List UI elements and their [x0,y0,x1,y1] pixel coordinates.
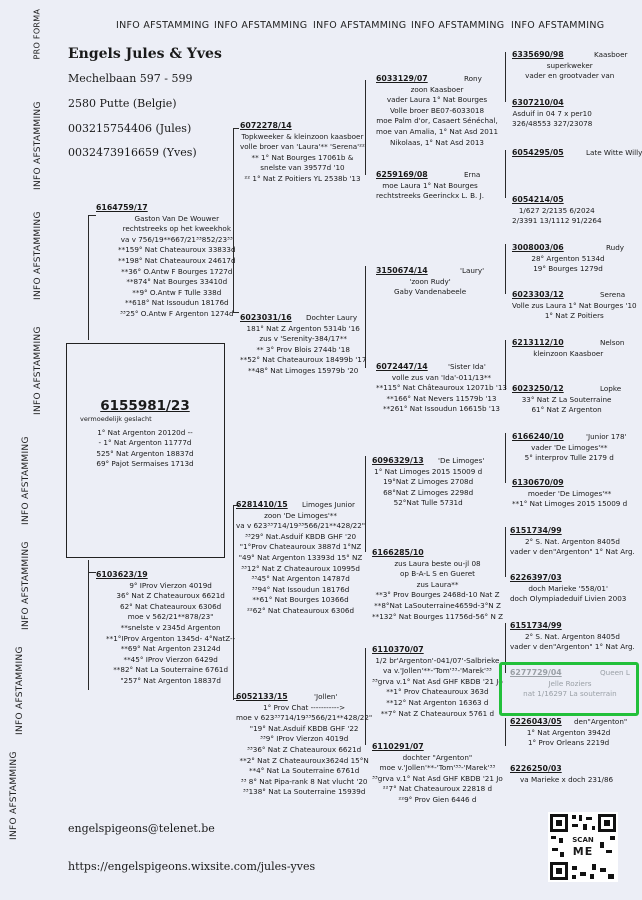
bird-info-line: ³³138° Nat La Souterraine 15939d [242,787,366,797]
bird-info-line: Limoges Junior [301,500,355,509]
bird-info-line: Erna [463,170,481,179]
bird-info-line: ³³29° Nat.Asduif KBDB GHF '20 [244,531,357,541]
pedigree-bird[interactable] [510,573,626,605]
pedigree-bird-selected[interactable] [510,668,630,700]
pedigree-bird[interactable] [376,266,484,298]
bird-info-line: **1° Prov Chateauroux 363d [386,687,489,697]
owner-phone-yves: 0032473916659 (Yves) [68,146,197,159]
bird-info-line: 'Laury' [459,266,485,275]
bird-info-line: 28° Argenton 5134d [531,253,605,263]
bird-info-line: moe Palm d'or, Casaert Sénéchal, [376,116,498,126]
bird-info-line: Volle broer BE07-6033018 [389,105,485,115]
bird-info-line: 'Junior 178' [585,432,627,441]
main-bird-ring: 6155981/23 [100,398,190,414]
bird-ring: 6054295/05 [512,148,564,157]
bird-info-line: **82° Nat La Souterraine 6761d [113,665,229,675]
bird-info-line: Asduif in 04 7 x per10 [512,108,592,118]
bird-ring: 6307210/04 [512,98,564,107]
bird-info-line: 2° S. Nat. Argenton 8405d [524,631,620,641]
bird-info-line: zoon 'De Limoges'** [264,510,337,520]
bird-info-line: ³³9° IProv Vierzon 4019d [259,734,349,744]
pedigree-bird[interactable] [512,384,621,416]
bird-info-line: "1°Prov Chateauroux 3887d 1°NZ [239,542,362,552]
bird-info-line: Rudy [605,243,625,252]
pedigree-bird[interactable] [512,290,637,322]
bird-ring: 3150674/14 [376,266,428,275]
bird-ring: 6130670/09 [512,478,564,487]
bird-info-line: 36° Nat Z Chateauroux 6621d [116,591,225,601]
header-tab[interactable]: INFO AFSTAMMING [313,20,407,31]
side-tab[interactable]: INFO AFSTAMMING [33,326,43,415]
bird-ring: 6023031/16 [240,313,292,322]
bird-info-line: ²²7° Nat Chateauroux 22818 d [382,784,493,794]
bird-info-line: 19° Bourges 1279d [533,264,603,274]
bird-ring: 6054214/05 [512,195,564,204]
bird-info-line: **52° Nat Chateauroux 18499b '17 [240,355,367,365]
bird-info-line: superkweker [546,60,593,70]
bird-info-line: Kaasboer [593,50,628,59]
bird-info-line: **69° Nat Argenton 23124d [120,644,221,654]
bird-info-line: moe v 562/21**878/23" [127,612,214,622]
bird-info-line: **2° Nat Z Chateauroux3624d 15°N [239,755,369,765]
bird-info-line: 52°Nat Tulle 5731d [393,498,463,508]
bird-ring: 6033129/07 [376,74,428,83]
bird-info-line: vader Laura 1° Nat Bourges [386,95,488,105]
bird-ring: 6151734/99 [510,526,562,535]
bird-info-line: **1° Nat Limoges 2015 15009 d [512,499,628,509]
bird-info-line: **snelste v 2345d Argenton [120,622,221,632]
header-tab[interactable]: INFO AFSTAMMING [411,20,505,31]
bird-info-line: ³³grva v.1° Nat Asd GHF KBDB '21 Jo [372,773,503,783]
pedigree-bird[interactable] [510,621,635,653]
bird-ring: 6335690/98 [512,50,564,59]
bird-info-line: ²²62° Nat Chateauroux 6306d [247,605,355,615]
bird-ring: 6023250/12 [512,384,564,393]
bird-ring: 6166240/10 [512,432,564,441]
bird-info-line: Nelson [599,338,625,347]
pedigree-bird[interactable] [240,313,366,377]
pedigree-bird[interactable] [512,148,642,159]
bird-info-line: rechtstreeks Geerinckx L. B. J. [376,191,484,201]
pedigree-bird[interactable] [510,526,635,558]
bird-info-line: 'Jollen' [313,692,338,701]
bird-info-line: ²²9° Prov Gien 6446 d [398,794,477,804]
bird-info-line: va v 623³³714/19³³566/21**428/22" [236,521,366,531]
bird-info-line: Queen L [599,668,630,677]
main-bird-result: 525° Nat Argenton 18837d [96,448,194,458]
bird-info-line: doch Olympiadeduif Livien 2003 [510,594,627,604]
bird-info-line: **61° Nat Bourges 10366d [252,595,349,605]
bird-info-line: volle broer van 'Laura'** 'Serena'²² [240,142,365,152]
bird-info-line: **261° Nat Issoudun 16615b '13 [382,404,500,414]
bird-info-line: Rony [463,74,482,83]
bird-info-line: nat 1/16297 La souterrain [523,689,617,699]
pedigree-bird[interactable] [372,742,503,806]
pedigree-bird[interactable] [240,121,365,185]
pedigree-bird[interactable] [376,362,507,415]
bird-info-line: zus v 'Serenity-384/17** [259,334,348,344]
bird-ring: 6110370/07 [372,645,424,654]
bird-info-line: "19° Nat.Asduif KBDB GHF '22 [249,723,359,733]
owner-street: Mechelbaan 597 - 599 [68,72,193,85]
bird-info-line: Lopke [599,384,622,393]
bird-info-line: 'zoon Rudy' [409,276,451,286]
side-tab[interactable]: INFO AFSTAMMING [15,646,25,735]
bird-info-line: **874° Nat Bourges 33410d [126,277,228,287]
bird-info-line: ** 3° Prov Blois 2744b '18 [256,344,350,354]
bird-info-line: va v.'Jollen'**-'Tom'³³-'Marek'³³ [383,666,492,676]
bird-info-line: moe Laura 1° Nat Bourges [382,180,478,190]
bird-info-line: 61° Nat Z Argenton [531,405,602,415]
bird-info-line: 9° IProv Vierzon 4019d [129,580,212,590]
bird-info-line: Gaby Vandenabeele [393,287,467,297]
bird-info-line: **198° Nat Chateauroux 24617d [118,255,236,265]
bird-info-line: **45° IProv Vierzon 6429d [123,654,218,664]
bird-ring: 6259169/08 [376,170,428,179]
bird-ring: 6072278/14 [240,121,292,130]
bird-ring: 6096329/13 [372,456,424,465]
bird-info-line: va Marieke x doch 231/86 [520,774,614,784]
bird-info-line: **166° Nat Nevers 11579b '13 [386,393,497,403]
bird-info-line: kleinzoon Kaasboer [533,348,604,358]
bird-info-line: **159° Nat Chateauroux 33833d [118,245,236,255]
bird-info-line: Dochter Laury [305,313,358,322]
bird-info-line: ³³36° Nat Z Chateauroux 6621d [247,744,362,754]
side-tab[interactable]: INFO AFSTAMMING [33,101,43,190]
main-bird-result: 1° Nat Argenton 20120d -- [97,427,193,437]
bird-info-line: 19°Nat Z Limoges 2708d [383,477,474,487]
bird-info-line: ** 1° Nat Bourges 17061b & [251,152,354,162]
bird-ring: 6151734/99 [510,621,562,630]
bird-info-line: vader v den"Argenton" 1° Nat Arg. [510,547,635,557]
header-tab[interactable]: INFO AFSTAMMING [511,20,605,31]
bird-info-line: zoon Kaasboer [410,84,464,94]
bird-info-line: **115° Nat Châteauroux 12071b '13 [376,383,507,393]
pedigree-bird-sire[interactable] [96,203,236,320]
bird-info-line: va v 756/19**667/21³³852/23³³ [120,234,233,244]
pedigree-bird[interactable] [510,764,613,785]
bird-info-line: Nikolaas, 1° Nat Asd 2013 [390,137,484,147]
pro-forma-label: PRO FORMA [32,8,42,60]
bird-info-line: **12° Nat Argenton 16363 d [386,697,489,707]
bird-info-line: rechtstreeks op het kweekhok [122,224,231,234]
bird-info-line: 33° Nat Z La Souterraine [521,394,612,404]
bird-info-line: **48° Nat Limoges 15979b '20 [248,365,359,375]
bird-info-line: Topkweeker & kleinzoon kaasboer [241,131,364,141]
owner-phone-jules: 003215754406 (Jules) [68,122,192,135]
bird-info-line: 326/48553 327/23078 [512,119,593,129]
pedigree-bird[interactable] [512,338,624,359]
header-tab[interactable]: INFO AFSTAMMING [116,20,210,31]
bird-info-line: moeder 'De Limoges'** [527,488,612,498]
pedigree-bird[interactable] [512,50,627,82]
bird-info-line: 'Sister Ida' [447,362,486,371]
bird-ring: 6277729/04 [510,668,562,677]
bird-info-line: volle zus van 'Ida'-011/13** [391,372,492,382]
bird-ring: 6226250/03 [510,764,562,773]
bird-ring: 6213112/10 [512,338,564,347]
bird-info-line: Late Witte Willy [585,148,642,157]
bird-info-line: vader 'De Limoges'** [531,442,608,452]
pedigree-bird[interactable] [510,717,627,749]
owner-email[interactable]: engelspigeons@telenet.be [68,822,215,835]
bird-ring: 6110291/07 [372,742,424,751]
bird-info-line: ³³45° Nat Argenton 14787d [251,574,350,584]
side-tab[interactable]: INFO AFSTAMMING [9,751,19,840]
bird-info-line: Jelle Roziers [548,678,592,688]
bird-info-line: vader v den"Argenton" 1° Nat Arg. [510,642,635,652]
pedigree-bird[interactable] [372,456,484,509]
bird-info-line: 2° S. Nat. Argenton 8405d [524,536,620,546]
main-bird-result: 69° Pajot Sermaises 1713d [96,459,194,469]
side-tab[interactable]: INFO AFSTAMMING [33,211,43,300]
side-tab[interactable]: INFO AFSTAMMING [21,436,31,525]
owner-name: Engels Jules & Yves [68,46,222,62]
qr-code[interactable] [548,812,618,882]
bird-info-line: vader en grootvader van [525,71,615,81]
bird-info-line: 1° Prov Orleans 2219d [527,738,610,748]
pedigree-bird[interactable] [376,170,484,202]
bird-info-line: **618° Nat Issoudun 18176d [124,298,229,308]
bird-ring: 3008003/06 [512,243,564,252]
bird-info-line: **9° O.Antw F Tulle 338d [132,287,222,297]
side-tab[interactable]: INFO AFSTAMMING [21,541,31,630]
bird-info-line: 'De Limoges' [437,456,485,465]
bird-info-line: 1° Nat Limoges 2015 15009 d [374,466,483,476]
bird-ring: 6166285/10 [372,548,424,557]
pedigree-bird[interactable] [372,548,503,622]
bird-info-line: snelste van 39577d '10 [260,163,345,173]
pedigree-bird[interactable] [512,98,592,130]
pedigree-bird[interactable] [512,195,602,227]
bird-info-line: moe v 623³³714/19³³566/21**428/22" [236,713,373,723]
qr-me-label: ME [572,845,594,858]
bird-info-line: Gaston Van De Wouwer [134,213,220,223]
bird-ring: 6072447/14 [376,362,428,371]
bird-info-line: Volle zus Laura 1° Nat Bourges '10 [512,300,637,310]
bird-info-line: zus Laura beste ou-jl 08 [394,558,481,568]
owner-website[interactable]: https://engelspigeons.wixsite.com/jules-yves [68,860,316,873]
bird-info-line: 1° Prov Chat -----------> [263,702,346,712]
pedigree-bird[interactable] [512,478,627,510]
bird-info-line: op B-A-L S en Gueret [400,569,475,579]
bird-info-line: 2/3391 13/1112 91/2264 [512,216,602,226]
bird-ring: 6164759/17 [96,203,148,212]
bird-ring: 6052133/15 [236,692,288,701]
bird-info-line: **4° Nat La Souterraine 6761d [248,766,360,776]
bird-info-line: **3° Prov Bourges 2468d-10 Nat Z [375,590,500,600]
bird-info-line: ³³25° O.Antw F Argenton 1274d [120,308,234,318]
pedigree-bird[interactable] [512,432,627,464]
header-tab[interactable]: INFO AFSTAMMING [214,20,308,31]
bird-info-line: "49° Nat Argenton 13393d 15° NZ [238,552,363,562]
bird-ring: 6281410/15 [236,500,288,509]
bird-info-line: dochter "Argenton" [402,752,473,762]
pedigree-bird[interactable] [376,74,498,148]
owner-city: 2580 Putte (Belgie) [68,97,177,110]
bird-info-line: 62° Nat Chateauroux 6306d [120,601,222,611]
bird-ring: 6226043/05 [510,717,562,726]
bird-ring: 6103623/19 [96,570,148,579]
bird-info-line: 5° interprov Tulle 2179 d [524,453,614,463]
bird-ring: 6226397/03 [510,573,562,582]
bird-info-line: ²² 1° Nat Z Poitiers YL 2538b '13 [244,173,361,183]
bird-info-line: 1° Nat Z Poitiers [544,311,604,321]
bird-info-line: ³³grva v.1° Nat Asd GHF KBDB '21 Jo [372,676,503,686]
bird-info-line: 1/627 2/2135 6/2024 [518,205,595,215]
bird-info-line: ³³ 8° Nat Pipa-rank 8 Nat vlucht '20 [240,776,368,786]
pedigree-bird[interactable] [512,243,624,275]
bird-info-line: 1/2 br'Argenton'-041/07'-Salbrieke [375,655,500,665]
bird-ring: 6023303/12 [512,290,564,299]
bird-info-line: 68°Nat Z Limoges 2298d [383,487,474,497]
bird-info-line: ³³12° Nat Z Chateauroux 10995d [241,563,360,573]
bird-info-line: 1° Nat Argenton 3942d [526,727,611,737]
pedigree-bird-dam[interactable] [96,570,235,687]
pedigree-bird[interactable] [236,692,372,798]
bird-info-line: **1°IProv Argenton 1345d- 4°NatZ-- [106,633,236,643]
main-bird-sex: vermoedelijk geslacht [80,415,152,423]
bird-info-line: doch Marieke '558/01' [528,583,608,593]
main-bird-result: - 1° Nat Argenton 11777d [98,438,192,448]
bird-info-line: moe v.'Jollen'**-'Tom'³³-'Marek'³³ [379,763,496,773]
bird-info-line: zus Laura** [416,579,459,589]
bird-info-line: Serena [599,290,626,299]
pedigree-bird[interactable] [236,500,365,617]
qr-scan-label: SCAN [572,836,594,844]
bird-info-line: ³³94° Nat Issoudun 18176d [251,584,350,594]
pedigree-bird[interactable] [372,645,503,719]
bird-info-line: 181° Nat Z Argenton 5314b '16 [246,323,360,333]
bird-info-line: **8°Nat LaSouterraine4659d-3°N Z [374,600,501,610]
bird-info-line: "257° Nat Argenton 18837d [120,675,221,685]
bird-info-line: **7° Nat Z Chateauroux 5761 d [380,708,495,718]
main-bird [70,398,220,470]
bird-info-line: den"Argenton" [573,717,628,726]
bird-info-line: **36° O.Antw F Bourges 1727d [121,266,233,276]
bird-info-line: moe van Amalia, 1° Nat Asd 2011 [376,126,499,136]
bird-info-line: **132° Nat Bourges 11756d-56° N Z [372,611,504,621]
